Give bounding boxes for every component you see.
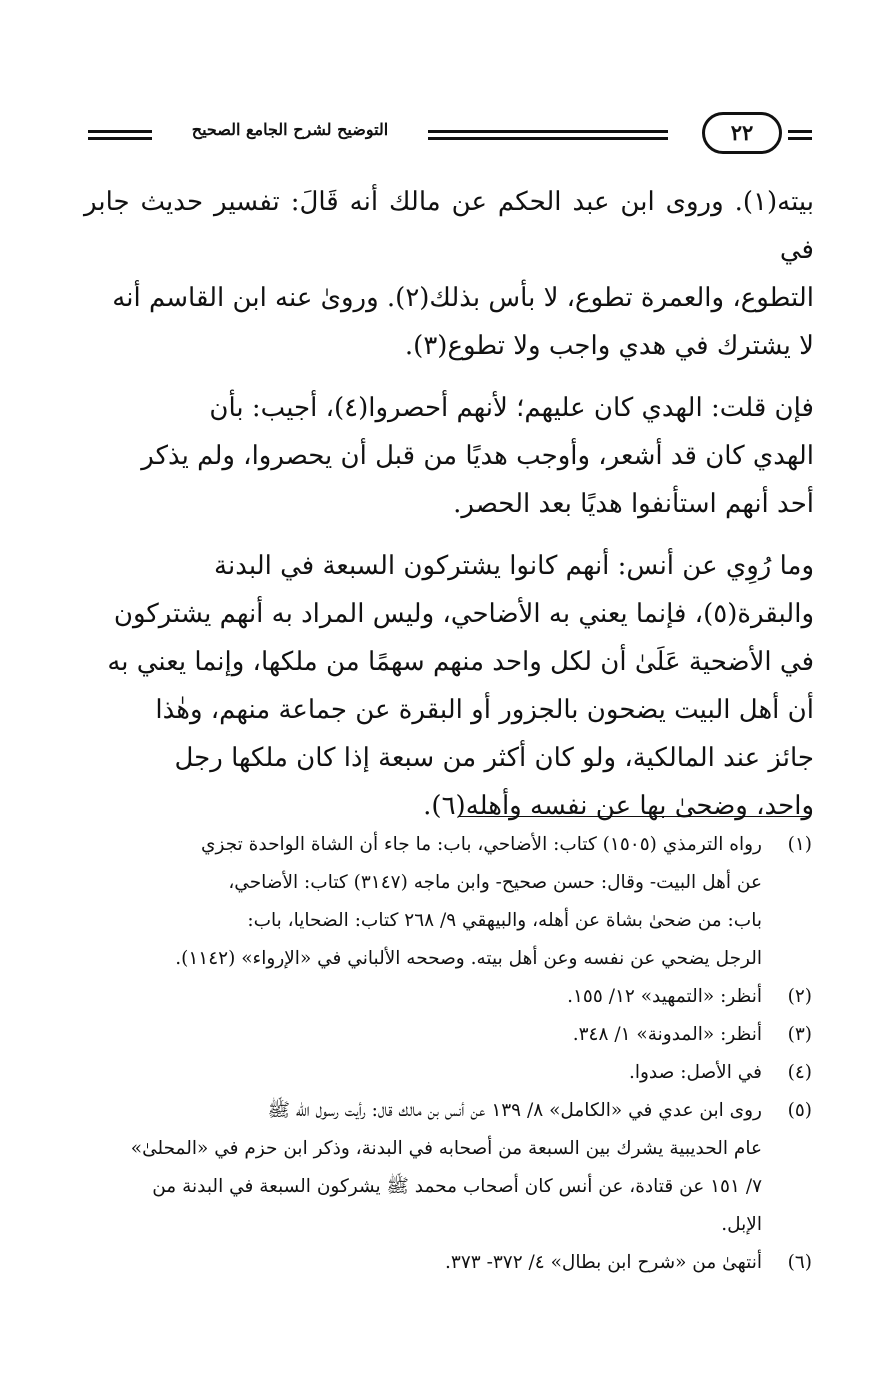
paragraph-1: بيته(١). وروى ابن عبد الحكم عن مالك أنه قَالَ: تفسير حديث جابر في التطوع، والعمرة تطوع، لا بأس بذلك(٢). وروىٰ عنه ابن القاسم أنه لا يشترك في هدي واجب ولا تطوع(٣).: [84, 187, 814, 361]
footnote: [88, 1092, 812, 1244]
footnote-number: (٣): [787, 1024, 812, 1045]
header-rule-middle: [428, 130, 668, 140]
footnote-number: (٤): [787, 1062, 812, 1083]
footnote-text: رواه الترمذي (١٥٠٥) كتاب: الأضاحي، باب: ما جاء أن الشاة الواحدة تجزي عن أهل البيت- وقال: حسن صحيح- وابن ماجه (٣١٤٧) كتاب: الأضاحي، باب: من ضحىٰ بشاة عن أهله، والبيهقي ٩/ ٢٦٨ كتاب: الضحايا، باب: الرجل يضحي عن نفسه وعن أهل بيته. وصححه الألباني في «الإرواء» (١١٤٢).: [175, 834, 762, 969]
page-number: ٢٢: [702, 112, 782, 154]
header-rule-left: [88, 130, 152, 140]
page-header: [88, 108, 812, 160]
footnotes: [88, 826, 812, 1282]
footnote: [88, 1054, 812, 1092]
footnote: [88, 1244, 812, 1282]
footnote-number: (٢): [787, 986, 812, 1007]
footnote-text: في الأصل: صدوا.: [628, 1062, 762, 1083]
footnote-text: أنظر: «التمهيد» ١٢/ ١٥٥.: [567, 986, 762, 1007]
header-rule-right: [788, 130, 812, 140]
running-title: التوضيح لشرح الجامع الصحيح: [191, 120, 389, 139]
footnote-number: (٥): [787, 1100, 812, 1121]
footnote-number: (٦): [787, 1252, 812, 1273]
main-text: [84, 178, 814, 844]
footnote: [88, 978, 812, 1016]
footnote: [88, 1016, 812, 1054]
footnote: [88, 826, 812, 978]
footnote-text: أنتهىٰ من «شرح ابن بطال» ٤/ ٣٧٢- ٣٧٣.: [445, 1252, 762, 1273]
footnote-text: أنظر: «المدونة» ١/ ٣٤٨.: [572, 1024, 762, 1045]
paragraph-3: وما رُوِي عن أنس: أنهم كانوا يشتركون السبعة في البدنة والبقرة(٥)، فإنما يعني به الأضاحي، وليس المراد به أنهم يشتركون في الأضحية عَلَىٰ أن لكل واحد منهم سهمًا من ملكها، وإنما يعني به أن أهل البيت يضحون بالجزور أو البقرة عن جماعة منهم، وهٰذا جائز عند المالكية، ولو كان أكثر من سبعة إذا كان ملكها رجل واحد، وضحىٰ بها عن نفسه وأهله(٦).: [107, 551, 814, 821]
footnote-number: (١): [787, 834, 812, 855]
footnote-text: روى ابن عدي في «الكامل» ٨/ ١٣٩ عن أنس بن مالك قال: رأيت رسول الله ﷺ عام الحديبية يشرك بين السبعة من أصحابه في البدنة، وذكر ابن حزم في «المحلىٰ» ٧/ ١٥١ عن قتادة، عن أنس كان أصحاب محمد ﷺ يشركون السبعة في البدنة من الإبل.: [130, 1100, 762, 1235]
paragraph-2: فإن قلت: الهدي كان عليهم؛ لأنهم أحصروا(٤)، أجيب: بأن الهدي كان قد أشعر، وأوجب هديًا من قبل أن يحصروا، ولم يذكر أحد أنهم استأنفوا هديًا بعد الحصر.: [141, 393, 814, 519]
footnote-separator: [458, 816, 808, 817]
